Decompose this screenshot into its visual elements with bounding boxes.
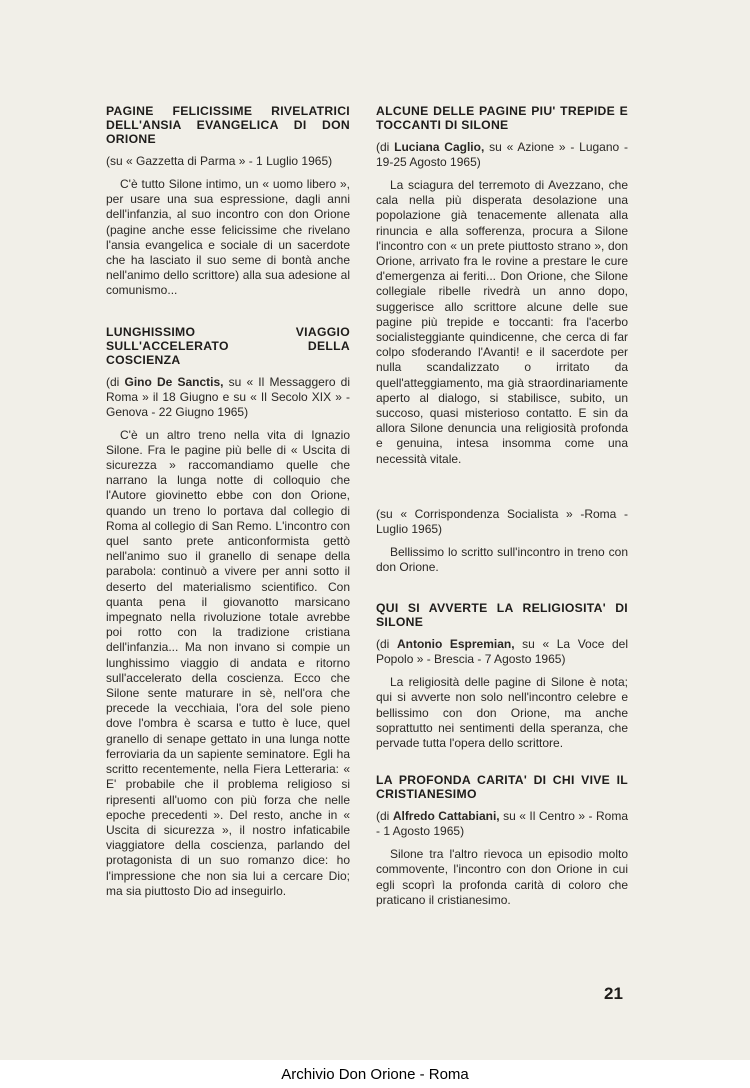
article-gazzetta-di-parma <box>106 104 350 299</box>
article-caglio <box>376 104 628 467</box>
article-cattabiani <box>376 773 628 908</box>
article-body: Bellissimo lo scritto sull'incontro in treno con don Orione. <box>376 544 628 575</box>
article-body: C'è tutto Silone intimo, un « uomo libero », per usare una sua espressione, dagli anni dell'infanzia, al suo incontro con don Orione (pagine anche esse felicissime che rivelano l'ansia evangelica e sociale di un sacerdote che ha lasciato il suo seme di bontà anche nell'animo dello scrittore) alla sua adesione al comunismo... <box>106 177 350 298</box>
article-title: PAGINE FELICISSIME RIVELATRICI DELL'ANSIA EVANGELICA DI DON ORIONE <box>106 104 350 146</box>
article-source: (su « Gazzetta di Parma » - 1 Luglio 1965) <box>106 154 333 168</box>
article-source: (di Luciana Caglio, su « Azione » - Lugano - 19-25 Agosto 1965) <box>376 140 628 169</box>
article-author: Antonio Espremian, <box>396 637 515 652</box>
archive-footer: Archivio Don Orione - Roma <box>281 1066 469 1083</box>
article-espremian <box>376 601 628 751</box>
article-title: LUNGHISSIMO VIAGGIO SULL'ACCELERATO DELLA COSCIENZA <box>106 324 350 367</box>
article-source: (di Gino De Sanctis, su « Il Messaggero di Roma » il 18 Giugno e su « Il Secolo XIX » - Genova - 22 Giugno 1965) <box>106 374 350 419</box>
article-source: (di Alfredo Cattabiani, su « Il Centro » - Roma - 1 Agosto 1965) <box>376 809 628 839</box>
right-column <box>376 104 628 908</box>
article-title: ALCUNE DELLE PAGINE PIU' TREPIDE E TOCCANTI DI SILONE <box>376 104 628 132</box>
article-source: (di Antonio Espremian, su « La Voce del Popolo » - Brescia - 7 Agosto 1965) <box>376 637 629 667</box>
article-body: La sciagura del terremoto di Avezzano, che cala nella più disperata desolazione una popolazione già tenacemente allenata alla rinuncia e alla sofferenza, procura a Silone l'incontro con « un prete piuttosto strano », don Orione, arrivato fra le rovine a prestare le cure d'emergenza ai feriti... Don Orione, che Silone collegiale ribelle rivedrà un anno dopo, suggerisce allo scrittore alcune delle sue pagine più trepide e toccanti: fra l'acerbo socialisteggiante quindicenne, che cerca di far colpo sfoderando l'Avanti! e il sacerdote per nulla scandalizzato o irritato da quell'atteggiamento, ma già straordinariamente aperto al dialogo, si stabilisce, subito, un succoso, quasi misterioso contatto. E sin da allora Silone denuncia una religiosità profonda e genuina, intesa insomma come una necessità vitale. <box>376 178 628 466</box>
article-source: (su « Corrispondenza Socialista » -Roma - Luglio 1965) <box>376 506 628 536</box>
page-number: 21 <box>604 984 623 1003</box>
article-title: QUI SI AVVERTE LA RELIGIOSITA' DI SILONE <box>376 601 628 630</box>
article-corrispondenza-socialista <box>376 507 628 575</box>
left-column <box>106 104 350 899</box>
article-author: Gino De Sanctis, <box>124 374 224 389</box>
article-author: Luciana Caglio, <box>394 140 485 154</box>
article-de-sanctis <box>106 325 350 899</box>
article-body: C'è un altro treno nella vita di Ignazio Silone. Fra le pagine più belle di « Uscita di sicurezza » raccomandiamo quelle che narrano la lunga notte di colloquio che l'Autore giovinetto ebbe con don Orione, quando un treno lo portava dal collegio di Roma al collegio di San Remo. L'incontro con quel santo prete anticonformista gettò nell'animo suo il granello di senape della parabola: continuò a vivere per anni sotto il deserto del materialismo scientifico. Con quanta pena il giovanotto marsicano impegnato nella rivoluzione totale avrebbe poi rotto con la tradizione cristiana dell'infanzia... Ma non invano si compie un lunghissimo viaggio di andata e ritorno sull'accelerato della coscienza. Ecco che Silone sente maturare in sè, nell'ora che precede la vecchiaia, l'ora del sole pieno dove l'ombra è scarsa e tutto è luce, quel granello di senape gettato in una lunga notte ferroviaria da un sapiente seminatore. Egli ha scritto recentemente, nella Fiera Letteraria: « E' probabile che il problema religioso si ripresenti all'uomo con più forza che nelle epoche precedenti ». Del resto, anche in « Uscita di sicurezza », il nostro infaticabile viaggiatore della coscienza, parlando del protagonista di un suo romanzo dice: ho l'impressione che non sia lui a cercare Dio; ma sia piuttosto Dio ad inseguirlo. <box>106 427 350 898</box>
article-title: LA PROFONDA CARITA' DI CHI VIVE IL CRISTIANESIMO <box>376 773 628 802</box>
article-body: Silone tra l'altro rievoca un episodio molto commovente, l'incontro con don Orione in cui egli scoprì la profonda carità di coloro che praticano il cristianesimo. <box>376 847 628 907</box>
article-body: La religiosità delle pagine di Silone è nota; qui si avverte non solo nell'incontro celebre e bellissimo con don Orione, ma anche soprattutto nei sentimenti della speranza, che pervade tutta l'opera dello scrittore. <box>376 675 628 751</box>
article-author: Alfredo Cattabiani, <box>392 809 500 824</box>
